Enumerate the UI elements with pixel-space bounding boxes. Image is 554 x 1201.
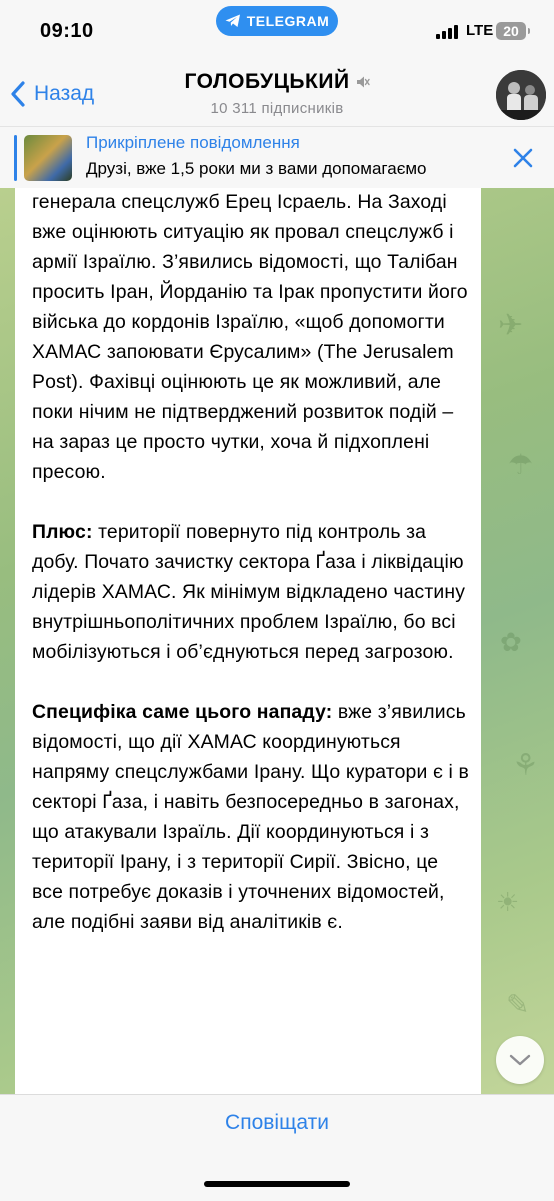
pinned-text: Друзі, вже 1,5 роки ми з вами допомагаємо	[86, 159, 427, 178]
paragraph-label: Специфіка саме цього нападу:	[32, 701, 333, 723]
back-button[interactable]	[10, 76, 94, 112]
message-paragraph	[32, 517, 472, 667]
pinned-title: Прикріплене повідомлення	[86, 133, 300, 152]
doodle-icon: ✎	[506, 988, 530, 1021]
paragraph-body: території повернуто під контроль за добу. Почато зачистку сектора Ґаза і ліквідацію лідерів ХАМАС. Як мінімум відкладено частину внутрішньополітичних проблем Ізраїлю, бо всі мобілізуються і об’єднуються перед загрозою.	[32, 521, 466, 663]
battery-icon: 20	[496, 22, 526, 40]
pinned-thumbnail	[24, 135, 72, 181]
message-text	[32, 188, 472, 937]
cellular-signal-icon	[436, 25, 458, 39]
doodle-icon: ☂	[508, 448, 534, 481]
subscriber-count: 10 311 підписників	[210, 100, 344, 117]
scroll-to-bottom-button[interactable]	[496, 1036, 544, 1084]
bottom-bar	[0, 1094, 554, 1201]
doodle-icon: ✿	[500, 628, 522, 658]
chevron-down-icon	[509, 1053, 531, 1067]
notify-button[interactable]: Сповіщати	[225, 1111, 329, 1134]
doodle-icon: ✈	[498, 308, 524, 343]
message-paragraph: генерала спецслужб Ерец Ісраель. На Заході вже оцінюють ситуацію як провал спецслужб і армії Ізраїлю. З’явились відомості, що Талібан просить Іран, Йорданію та Ірак пропустити його війська до кордонів Ізраїлю, «щоб допомогти ХАМАС запоювати Єрусалим» (The Jerusalem Post). Фахівці оцінюють це як можливий, але поки нічим не підтверджений розвиток подій – на зараз це просто чутки, хоча й підхоплені пресою.	[32, 191, 468, 483]
status-bar	[0, 0, 554, 62]
telegram-return-pill[interactable]	[216, 6, 338, 36]
network-type: LTE	[466, 22, 494, 39]
chat-header	[0, 62, 554, 126]
chevron-left-icon	[10, 80, 26, 108]
channel-info[interactable]	[120, 70, 434, 117]
status-time: 09:10	[40, 20, 94, 42]
telegram-pill-label: TELEGRAM	[246, 13, 330, 29]
channel-name: ГОЛОБУЦЬКИЙ	[184, 70, 350, 93]
channel-avatar[interactable]	[496, 70, 546, 120]
pinned-indicator	[14, 135, 17, 181]
telegram-plane-icon	[225, 14, 241, 28]
back-label: Назад	[34, 82, 95, 105]
pinned-message[interactable]	[0, 126, 554, 190]
speaker-muted-icon	[356, 75, 370, 89]
message-paragraph	[32, 697, 472, 937]
close-icon[interactable]	[510, 145, 536, 171]
doodle-icon: ⚘	[512, 748, 539, 783]
paragraph-body: вже з’явились відомості, що дії ХАМАС координуються напряму спецслужбами Ірану. Що куратори є і в секторі Ґаза, і навіть безпосередньо в загонах, що атакували Ізраїль. Дії координуються і з території Ірану, і з території Сирії. Звісно, це все потребує доказів і уточнених відомостей, але подібні заяви від аналітиків є.	[32, 701, 470, 933]
home-indicator	[204, 1181, 350, 1187]
message-bubble[interactable]	[15, 188, 481, 1094]
doodle-icon: ☀	[496, 888, 520, 918]
paragraph-label: Плюс:	[32, 521, 93, 543]
avatar-photo	[496, 70, 546, 120]
